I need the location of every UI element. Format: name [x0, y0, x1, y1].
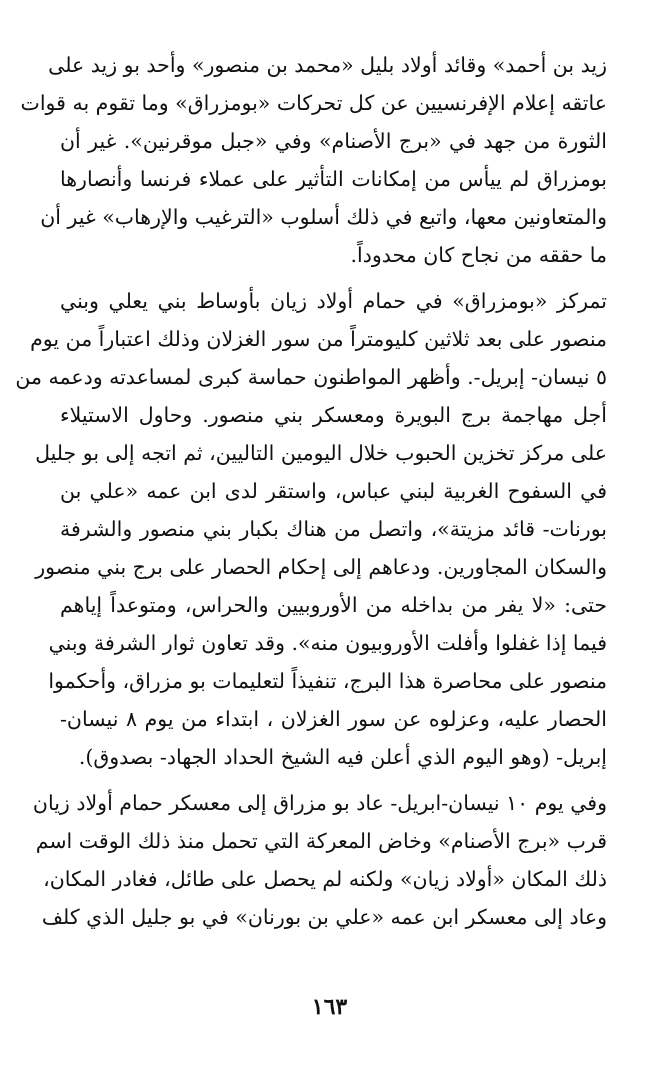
text-line: قرب «برج الأصنام» وخاض المعركة التي تحمل منذ ذلك الوقت اسم — [35, 829, 607, 853]
text-line: حتى: «لا يفر من بداخله من الأوروبيين والحراس، ومتوعداً إياهم — [60, 593, 607, 617]
text-line: تمركز «بومزراق» في حمام أولاد زيان بأوساط بني يعلي وبني — [60, 289, 607, 313]
text-line: عاتقه إعلام الإفرنسيين عن كل تحركات «بومزراق» وما تقوم به قوات — [20, 91, 607, 115]
body-text — [15, 46, 607, 936]
text-line: على مركز تخزين الحبوب خلال اليومين التاليين، ثم اتجه إلى بو جليل — [35, 441, 607, 465]
text-line: منصور على محاصرة هذا البرج، تنفيذاً لتعليمات بو مزراق، وأحكموا — [48, 669, 607, 693]
text-line: ما حققه من نجاح كان محدوداً. — [350, 243, 607, 267]
paragraph-1 — [20, 46, 607, 274]
text-line: وعاد إلى معسكر ابن عمه «علي بن بورنان» في بو جليل الذي كلف — [41, 905, 607, 929]
text-line: ذلك المكان «أولاد زيان» ولكنه لم يحصل على طائل، فغادر المكان، — [43, 867, 607, 891]
text-line: ٥ نيسان- إبريل-. وأظهر المواطنون حماسة كبرى لمساعدته ودعمه من — [15, 365, 607, 389]
paragraph-3 — [32, 784, 607, 936]
paragraph-2 — [15, 282, 607, 776]
text-line: والسكان المجاورين. ودعاهم إلى إحكام الحصار على برج بني منصور — [35, 555, 607, 579]
text-line: زيد بن أحمد» وقائد أولاد بليل «محمد بن منصور» وأحد بو زيد على — [48, 53, 607, 77]
text-line: أجل مهاجمة برج البويرة ومعسكر بني منصور. وحاول الاستيلاء — [60, 403, 607, 427]
text-line: في السفوح الغربية لبني عباس، واستقر لدى ابن عمه «علي بن — [60, 479, 607, 503]
text-line: إبريل- (وهو اليوم الذي أعلن فيه الشيخ الحداد الجهاد- بصدوق). — [78, 745, 607, 769]
text-line: بورنات- قائد مزيتة»، واتصل من هناك بكبار بني منصور والشرفة — [60, 517, 607, 541]
text-line: بومزراق لم ييأس من إمكانات التأثير على عملاء فرنسا وأنصارها — [60, 167, 607, 191]
text-line: فيما إذا غفلوا وأفلت الأوروبيون منه». وقد تعاون ثوار الشرفة وبني — [48, 631, 607, 655]
page-number: ١٦٣ — [311, 994, 348, 1020]
text-line: الثورة من جهد في «برج الأصنام» وفي «جبل موقرنين». غير أن — [60, 129, 607, 153]
text-line: الحصار عليه، وعزلوه عن سور الغزلان ، ابتداء من يوم ٨ نيسان- — [60, 707, 607, 731]
text-line: وفي يوم ١٠ نيسان-ابريل- عاد بو مزراق إلى معسكر حمام أولاد زيان — [32, 791, 607, 815]
text-line: منصور على بعد ثلاثين كليومتراً من سور الغزلان وذلك اعتباراً من يوم — [30, 327, 607, 351]
text-line: والمتعاونين معها، واتبع في ذلك أسلوب «الترغيب والإرهاب» غير أن — [40, 205, 607, 229]
